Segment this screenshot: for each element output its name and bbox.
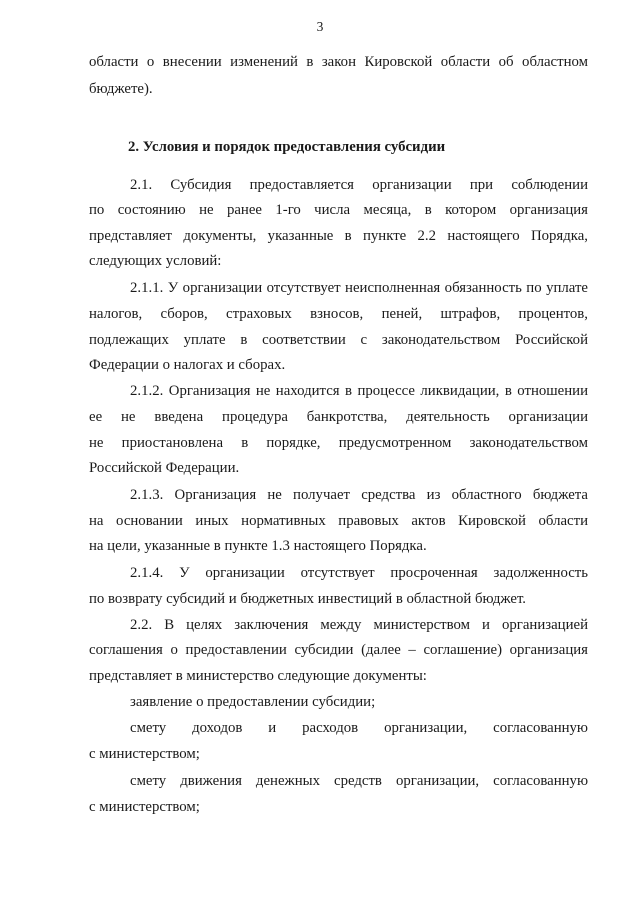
doc-item-2-line-2: с министерством; xyxy=(89,746,200,762)
p2-1-2-line-4: Российской Федерации. xyxy=(89,460,240,476)
p2-1-1-line-1: 2.1.1. У организации отсутствует неисполненная обязанность по уплате xyxy=(130,280,588,296)
p2-1-4-line-1: 2.1.4. У организации отсутствует просроченная задолженность xyxy=(130,565,588,581)
doc-item-3-line-2: с министерством; xyxy=(89,799,200,815)
p2-1-1-line-3: подлежащих уплате в соответствии с законодательством Российской xyxy=(89,332,588,348)
p2-1-line-4: следующих условий: xyxy=(89,253,222,269)
doc-item-1: заявление о предоставлении субсидии; xyxy=(130,694,376,710)
p2-2-line-3: представляет в министерство следующие документы: xyxy=(89,668,427,684)
p2-1-3-line-1: 2.1.3. Организация не получает средства из областного бюджета xyxy=(130,487,588,503)
intro-line-1: области о внесении изменений в закон Кировской области об областном xyxy=(89,54,588,70)
p2-2-line-1: 2.2. В целях заключения между министерством и организацией xyxy=(130,617,588,633)
p2-1-2-line-1: 2.1.2. Организация не находится в процессе ликвидации, в отношении xyxy=(130,383,588,399)
p2-1-4-line-2: по возврату субсидий и бюджетных инвестиций в областной бюджет. xyxy=(89,591,526,607)
p2-1-3-line-2: на основании иных нормативных правовых актов Кировской области xyxy=(89,513,588,529)
section-title: 2. Условия и порядок предоставления субсидии xyxy=(128,139,446,155)
p2-1-line-1: 2.1. Субсидия предоставляется организации при соблюдении xyxy=(130,177,588,193)
p2-1-line-2: по состоянию не ранее 1-го числа месяца, в котором организация xyxy=(89,202,588,218)
p2-1-2-line-3: не приостановлена в порядке, предусмотренном законодательством xyxy=(89,435,588,451)
doc-item-2-line-1: смету доходов и расходов организации, согласованную xyxy=(130,720,588,736)
p2-2-line-2: соглашения о предоставлении субсидии (далее – соглашение) организация xyxy=(89,642,588,658)
p2-1-2-line-2: ее не введена процедура банкротства, деятельность организации xyxy=(89,409,588,425)
p2-1-1-line-2: налогов, сборов, страховых взносов, пеней, штрафов, процентов, xyxy=(89,306,588,322)
p2-1-1-line-4: Федерации о налогах и сборах. xyxy=(89,357,286,373)
intro-line-2: бюджете). xyxy=(89,81,153,97)
p2-1-line-3: представляет документы, указанные в пункте 2.2 настоящего Порядка, xyxy=(89,228,588,244)
doc-item-3-line-1: смету движения денежных средств организации, согласованную xyxy=(130,773,588,789)
page-number: 3 xyxy=(316,19,324,34)
p2-1-3-line-3: на цели, указанные в пункте 1.3 настоящего Порядка. xyxy=(89,538,427,554)
